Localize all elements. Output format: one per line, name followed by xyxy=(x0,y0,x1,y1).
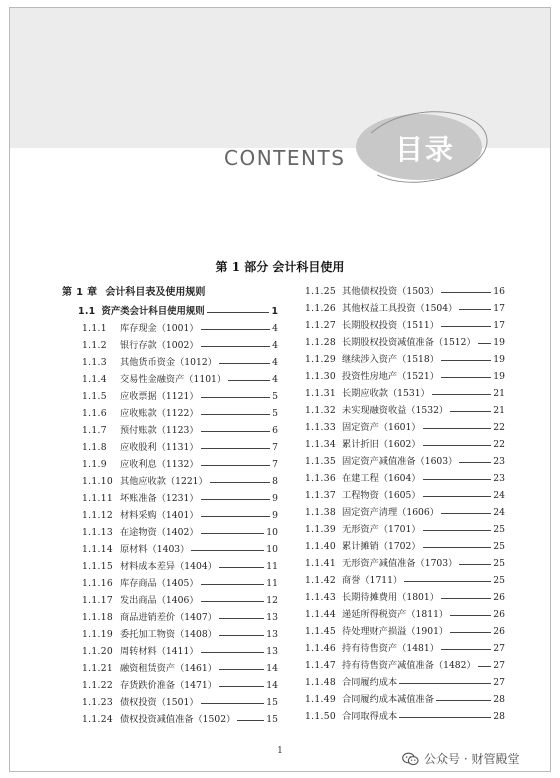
toc-item xyxy=(305,334,505,351)
toc-entry-title: 发出商品（1406） xyxy=(120,595,199,606)
toc-entry-number: 1.1.6 xyxy=(82,408,107,419)
toc-entry-number: 1.1.39 xyxy=(305,524,337,535)
toc-entry-page: 27 xyxy=(493,660,505,671)
toc-item xyxy=(62,677,278,694)
toc-entry-number: 1.1.26 xyxy=(305,303,337,314)
toc-item xyxy=(305,674,505,691)
toc-entry-title: 长期股权投资减值准备（1512） xyxy=(342,337,476,348)
toc-item xyxy=(62,592,278,609)
toc-entry-title: 应收账款（1122） xyxy=(120,408,199,419)
toc-entry-page: 17 xyxy=(493,303,505,314)
toc-entry-number: 1.1.23 xyxy=(82,697,114,708)
toc-leader-line xyxy=(191,550,264,551)
toc-item xyxy=(305,572,505,589)
toc-leader-line xyxy=(436,700,491,701)
toc-entry-number: 1.1.4 xyxy=(82,374,107,385)
toc-item xyxy=(62,660,278,677)
toc-entry-number: 1.1.32 xyxy=(305,405,337,416)
toc-item xyxy=(305,300,505,317)
toc-leader-line xyxy=(478,666,492,667)
toc-leader-line xyxy=(441,292,491,293)
toc-entry-title: 库存商品（1405） xyxy=(120,578,199,589)
toc-leader-line xyxy=(459,564,491,565)
toc-leader-line xyxy=(441,513,491,514)
toc-leader-line xyxy=(441,598,491,599)
toc-entry-title: 资产类会计科目使用规则 xyxy=(101,305,205,317)
toc-entry-page: 7 xyxy=(272,442,278,453)
toc-leader-line xyxy=(201,465,271,466)
toc-entry-number: 1.1.9 xyxy=(82,459,107,470)
toc-leader-line xyxy=(450,615,491,616)
toc-entry-number: 1.1.37 xyxy=(305,490,337,501)
toc-entry-title: 应收利息（1132） xyxy=(120,459,199,470)
toc-leader-line xyxy=(441,649,491,650)
toc-entry-number: 1.1.16 xyxy=(82,578,114,589)
badge-text: 目录 xyxy=(394,133,455,166)
toc-entry-page: 9 xyxy=(272,510,278,521)
toc-entry-title: 其他货币资金（1012） xyxy=(120,357,217,368)
toc-entry-title: 固定资产清理（1606） xyxy=(342,507,439,518)
toc-entry-title: 债权投资减值准备（1502） xyxy=(120,714,236,725)
toc-leader-line xyxy=(201,499,271,500)
toc-item xyxy=(305,283,505,300)
toc-entry-page: 28 xyxy=(493,694,505,705)
toc-entry-page: 26 xyxy=(493,626,505,637)
toc-entry-page: 5 xyxy=(272,391,278,402)
toc-leader-line xyxy=(201,703,265,704)
toc-entry-title: 在建工程（1604） xyxy=(342,473,421,484)
toc-entry-number: 1.1.1 xyxy=(82,323,107,334)
toc-leader-line xyxy=(201,533,265,534)
toc-entry-page: 16 xyxy=(493,286,505,297)
toc-entry-number: 1.1.50 xyxy=(305,711,337,722)
toc-entry-page: 26 xyxy=(493,609,505,620)
toc-entry-page: 17 xyxy=(493,320,505,331)
toc-item xyxy=(305,640,505,657)
toc-item xyxy=(62,609,278,626)
toc-chapter xyxy=(62,283,278,302)
toc-item xyxy=(62,541,278,558)
toc-entry-page: 25 xyxy=(493,558,505,569)
toc-leader-line xyxy=(201,584,265,585)
toc-entry-title: 合同取得成本 xyxy=(342,711,398,722)
toc-leader-line xyxy=(219,669,264,670)
toc-leader-line xyxy=(423,496,492,497)
toc-item xyxy=(305,402,505,419)
toc-entry-title: 周转材料（1411） xyxy=(120,646,199,657)
toc-item xyxy=(62,439,278,456)
toc-entry-page: 28 xyxy=(493,711,505,722)
toc-item xyxy=(62,507,278,524)
toc-leader-line xyxy=(201,346,271,347)
toc-entry-title: 材料采购（1401） xyxy=(120,510,199,521)
toc-entry-number: 1.1.49 xyxy=(305,694,337,705)
toc-entry-page: 11 xyxy=(266,561,278,572)
toc-item xyxy=(62,405,278,422)
toc-item xyxy=(305,368,505,385)
toc-entry-title: 持有待售资产减值准备（1482） xyxy=(342,660,476,671)
toc-entry-number: 1.1.45 xyxy=(305,626,337,637)
toc-entry-number: 1.1.25 xyxy=(305,286,337,297)
toc-entry-page: 19 xyxy=(493,371,505,382)
toc-entry-page: 13 xyxy=(266,612,278,623)
toc-entry-number: 1.1.13 xyxy=(82,527,114,538)
wechat-icon xyxy=(402,752,419,766)
toc-entry-number: 1.1.22 xyxy=(82,680,114,691)
toc-entry-page: 4 xyxy=(272,323,278,334)
toc-item xyxy=(305,436,505,453)
toc-entry-number: 1.1.2 xyxy=(82,340,107,351)
toc-leader-line xyxy=(207,312,270,313)
toc-entry-number: 1.1.30 xyxy=(305,371,337,382)
toc-item xyxy=(62,524,278,541)
contents-heading: CONTENTS xyxy=(224,146,346,170)
toc-item xyxy=(305,691,505,708)
toc-entry-number: 1.1.12 xyxy=(82,510,114,521)
toc-entry-number: 1.1.15 xyxy=(82,561,114,572)
toc-leader-line xyxy=(423,547,492,548)
toc-item xyxy=(305,504,505,521)
watermark xyxy=(398,748,523,769)
toc-entry-page: 27 xyxy=(493,677,505,688)
toc-item xyxy=(305,538,505,555)
toc-item xyxy=(305,623,505,640)
toc-entry-title: 债权投资（1501） xyxy=(120,697,199,708)
toc-entry-number: 1.1.35 xyxy=(305,456,337,467)
toc-entry-number: 1.1.38 xyxy=(305,507,337,518)
toc-item xyxy=(305,521,505,538)
toc-entry-number: 1.1.10 xyxy=(82,476,114,487)
toc-entry-title: 其他权益工具投资（1504） xyxy=(342,303,458,314)
toc-item xyxy=(62,711,278,728)
toc-entry-number: 1.1.47 xyxy=(305,660,337,671)
toc-leader-line xyxy=(459,462,491,463)
toc-entry-title: 商誉（1711） xyxy=(342,575,403,586)
toc-entry-title: 材料成本差异（1404） xyxy=(120,561,217,572)
toc-entry-page: 26 xyxy=(493,592,505,603)
toc-leader-line xyxy=(228,380,270,381)
toc-entry-number: 1.1.8 xyxy=(82,442,107,453)
toc-entry-title: 长期股权投资（1511） xyxy=(342,320,439,331)
toc-item xyxy=(305,606,505,623)
toc-entry-number: 1.1.29 xyxy=(305,354,337,365)
toc-entry-page: 4 xyxy=(272,374,278,385)
toc-leader-line xyxy=(441,360,491,361)
toc-leader-line xyxy=(201,516,271,517)
toc-entry-page: 15 xyxy=(266,714,278,725)
toc-entry-number: 1.1.7 xyxy=(82,425,107,436)
toc-leader-line xyxy=(219,618,264,619)
toc-entry-number: 1.1.21 xyxy=(82,663,114,674)
toc-entry-number: 1.1.46 xyxy=(305,643,337,654)
toc-entry-title: 投资性房地产（1521） xyxy=(342,371,439,382)
toc-item xyxy=(305,317,505,334)
toc-entry-number: 1.1.5 xyxy=(82,391,107,402)
toc-entry-page: 12 xyxy=(266,595,278,606)
toc-item xyxy=(62,388,278,405)
toc-entry-title: 融资租赁资产（1461） xyxy=(120,663,217,674)
toc-entry-page: 21 xyxy=(493,388,505,399)
toc-item xyxy=(305,419,505,436)
toc-entry-number: 1.1.14 xyxy=(82,544,114,555)
toc-leader-line xyxy=(201,652,265,653)
toc-item xyxy=(62,694,278,711)
toc-entry-page: 27 xyxy=(493,643,505,654)
toc-entry-page: 19 xyxy=(493,337,505,348)
toc-left-column xyxy=(62,283,278,728)
toc-entry-page: 10 xyxy=(266,527,278,538)
toc-entry-page: 6 xyxy=(272,425,278,436)
toc-entry-title: 其他应收款（1221） xyxy=(120,476,208,487)
toc-item xyxy=(62,422,278,439)
watermark-text: 公众号 · 财管殿堂 xyxy=(424,752,520,766)
toc-leader-line xyxy=(423,479,492,480)
toc-entry-number: 1.1.40 xyxy=(305,541,337,552)
toc-leader-line xyxy=(201,601,265,602)
toc-leader-line xyxy=(441,326,491,327)
toc-entry-page: 14 xyxy=(266,663,278,674)
toc-entry-page: 8 xyxy=(272,476,278,487)
toc-entry-title: 委托加工物资（1408） xyxy=(120,629,217,640)
toc-entry-title: 原材料（1403） xyxy=(120,544,190,555)
toc-item xyxy=(305,487,505,504)
toc-leader-line xyxy=(459,309,491,310)
page-number: 1 xyxy=(277,746,283,756)
toc-entry-page: 25 xyxy=(493,575,505,586)
toc-leader-line xyxy=(404,581,491,582)
toc-section xyxy=(62,302,278,320)
toc-entry-number: 1.1.43 xyxy=(305,592,337,603)
toc-entry-title: 固定资产减值准备（1603） xyxy=(342,456,458,467)
toc-entry-number: 1.1.44 xyxy=(305,609,337,620)
toc-entry-number: 1.1.36 xyxy=(305,473,337,484)
toc-leader-line xyxy=(201,397,271,398)
toc-entry-title: 待处理财产损溢（1901） xyxy=(342,626,449,637)
toc-item xyxy=(62,354,278,371)
toc-entry-page: 1 xyxy=(271,305,278,317)
toc-entry-number: 1.1.17 xyxy=(82,595,114,606)
toc-item xyxy=(62,643,278,660)
toc-entry-number: 1.1.24 xyxy=(82,714,114,725)
toc-leader-line xyxy=(478,343,492,344)
toc-leader-line xyxy=(423,530,492,531)
toc-item xyxy=(305,555,505,572)
toc-entry-number: 1.1.33 xyxy=(305,422,337,433)
toc-entry-title: 存货跌价准备（1471） xyxy=(120,680,217,691)
toc-entry-page: 11 xyxy=(266,578,278,589)
toc-entry-number: 1.1.3 xyxy=(82,357,107,368)
toc-entry-title: 在途物资（1402） xyxy=(120,527,199,538)
toc-item xyxy=(305,385,505,402)
toc-item xyxy=(62,371,278,388)
toc-item xyxy=(305,470,505,487)
toc-entry-number: 1.1 xyxy=(78,305,96,317)
toc-item xyxy=(62,575,278,592)
toc-entry-page: 25 xyxy=(493,524,505,535)
toc-entry-number: 第 1 章 xyxy=(62,287,98,298)
toc-entry-title: 无形资产（1701） xyxy=(342,524,421,535)
toc-entry-number: 1.1.31 xyxy=(305,388,337,399)
toc-entry-number: 1.1.48 xyxy=(305,677,337,688)
toc-leader-line xyxy=(201,329,271,330)
toc-item xyxy=(62,558,278,575)
toc-item xyxy=(62,320,278,337)
toc-entry-title: 递延所得税资产（1811） xyxy=(342,609,449,620)
toc-entry-number: 1.1.27 xyxy=(305,320,337,331)
toc-leader-line xyxy=(219,363,270,364)
toc-item xyxy=(62,473,278,490)
toc-entry-page: 5 xyxy=(272,408,278,419)
toc-leader-line xyxy=(423,445,492,446)
toc-entry-page: 7 xyxy=(272,459,278,470)
toc-entry-number: 1.1.34 xyxy=(305,439,337,450)
toc-item xyxy=(305,589,505,606)
toc-entry-title: 商品进销差价（1407） xyxy=(120,612,217,623)
toc-leader-line xyxy=(201,448,271,449)
toc-leader-line xyxy=(201,431,271,432)
toc-leader-line xyxy=(210,482,270,483)
toc-leader-line xyxy=(399,717,491,718)
toc-leader-line xyxy=(450,411,491,412)
toc-entry-title: 其他债权投资（1503） xyxy=(342,286,439,297)
toc-entry-number: 1.1.42 xyxy=(305,575,337,586)
toc-entry-title: 会计科目表及使用规则 xyxy=(105,287,206,298)
toc-entry-page: 19 xyxy=(493,354,505,365)
toc-leader-line xyxy=(423,428,492,429)
toc-entry-title: 交易性金融资产（1101） xyxy=(120,374,227,385)
toc-entry-page: 14 xyxy=(266,680,278,691)
toc-item xyxy=(305,708,505,725)
toc-entry-page: 24 xyxy=(493,490,505,501)
toc-leader-line xyxy=(219,635,264,636)
toc-leader-line xyxy=(432,394,492,395)
toc-entry-title: 库存现金（1001） xyxy=(120,323,199,334)
toc-entry-title: 长期应收款（1531） xyxy=(342,388,430,399)
toc-entry-number: 1.1.41 xyxy=(305,558,337,569)
toc-entry-page: 13 xyxy=(266,629,278,640)
toc-entry-title: 坏账准备（1231） xyxy=(120,493,199,504)
toc-entry-page: 25 xyxy=(493,541,505,552)
toc-item xyxy=(62,490,278,507)
part-title: 第 1 部分 会计科目使用 xyxy=(215,260,345,274)
toc-item xyxy=(305,657,505,674)
toc-entry-title: 应收票据（1121） xyxy=(120,391,199,402)
toc-item xyxy=(62,626,278,643)
toc-entry-page: 15 xyxy=(266,697,278,708)
toc-entry-number: 1.1.28 xyxy=(305,337,337,348)
toc-entry-title: 持有待售资产（1481） xyxy=(342,643,439,654)
toc-entry-page: 9 xyxy=(272,493,278,504)
toc-entry-page: 23 xyxy=(493,456,505,467)
toc-item xyxy=(305,351,505,368)
toc-entry-title: 累计摊销（1702） xyxy=(342,541,421,552)
toc-leader-line xyxy=(450,632,491,633)
toc-entry-page: 22 xyxy=(493,439,505,450)
toc-leader-line xyxy=(441,377,491,378)
toc-entry-page: 10 xyxy=(266,544,278,555)
toc-entry-title: 长期待摊费用（1801） xyxy=(342,592,439,603)
toc-leader-line xyxy=(237,720,264,721)
toc-leader-line xyxy=(219,686,264,687)
toc-entry-title: 合同履约成本 xyxy=(342,677,398,688)
toc-entry-title: 合同履约成本减值准备 xyxy=(342,694,434,705)
toc-entry-number: 1.1.11 xyxy=(82,493,114,504)
toc-leader-line xyxy=(399,683,491,684)
toc-entry-page: 22 xyxy=(493,422,505,433)
toc-entry-title: 固定资产（1601） xyxy=(342,422,421,433)
toc-entry-number: 1.1.19 xyxy=(82,629,114,640)
toc-entry-title: 无形资产减值准备（1703） xyxy=(342,558,458,569)
toc-entry-page: 21 xyxy=(493,405,505,416)
toc-leader-line xyxy=(219,567,264,568)
toc-entry-page: 23 xyxy=(493,473,505,484)
toc-entry-title: 预付账款（1123） xyxy=(120,425,199,436)
toc-entry-title: 银行存款（1002） xyxy=(120,340,199,351)
toc-item xyxy=(62,456,278,473)
toc-entry-page: 4 xyxy=(272,357,278,368)
toc-item xyxy=(62,337,278,354)
toc-entry-title: 未实现融资收益（1532） xyxy=(342,405,449,416)
toc-entry-title: 累计折旧（1602） xyxy=(342,439,421,450)
toc-item xyxy=(305,453,505,470)
toc-entry-title: 工程物资（1605） xyxy=(342,490,421,501)
toc-entry-number: 1.1.18 xyxy=(82,612,114,623)
toc-entry-page: 24 xyxy=(493,507,505,518)
toc-entry-title: 继续涉入资产（1518） xyxy=(342,354,439,365)
toc-leader-line xyxy=(201,414,271,415)
toc-right-column xyxy=(305,283,505,725)
toc-entry-title: 应收股利（1131） xyxy=(120,442,199,453)
toc-entry-page: 13 xyxy=(266,646,278,657)
toc-entry-number: 1.1.20 xyxy=(82,646,114,657)
toc-entry-page: 4 xyxy=(272,340,278,351)
